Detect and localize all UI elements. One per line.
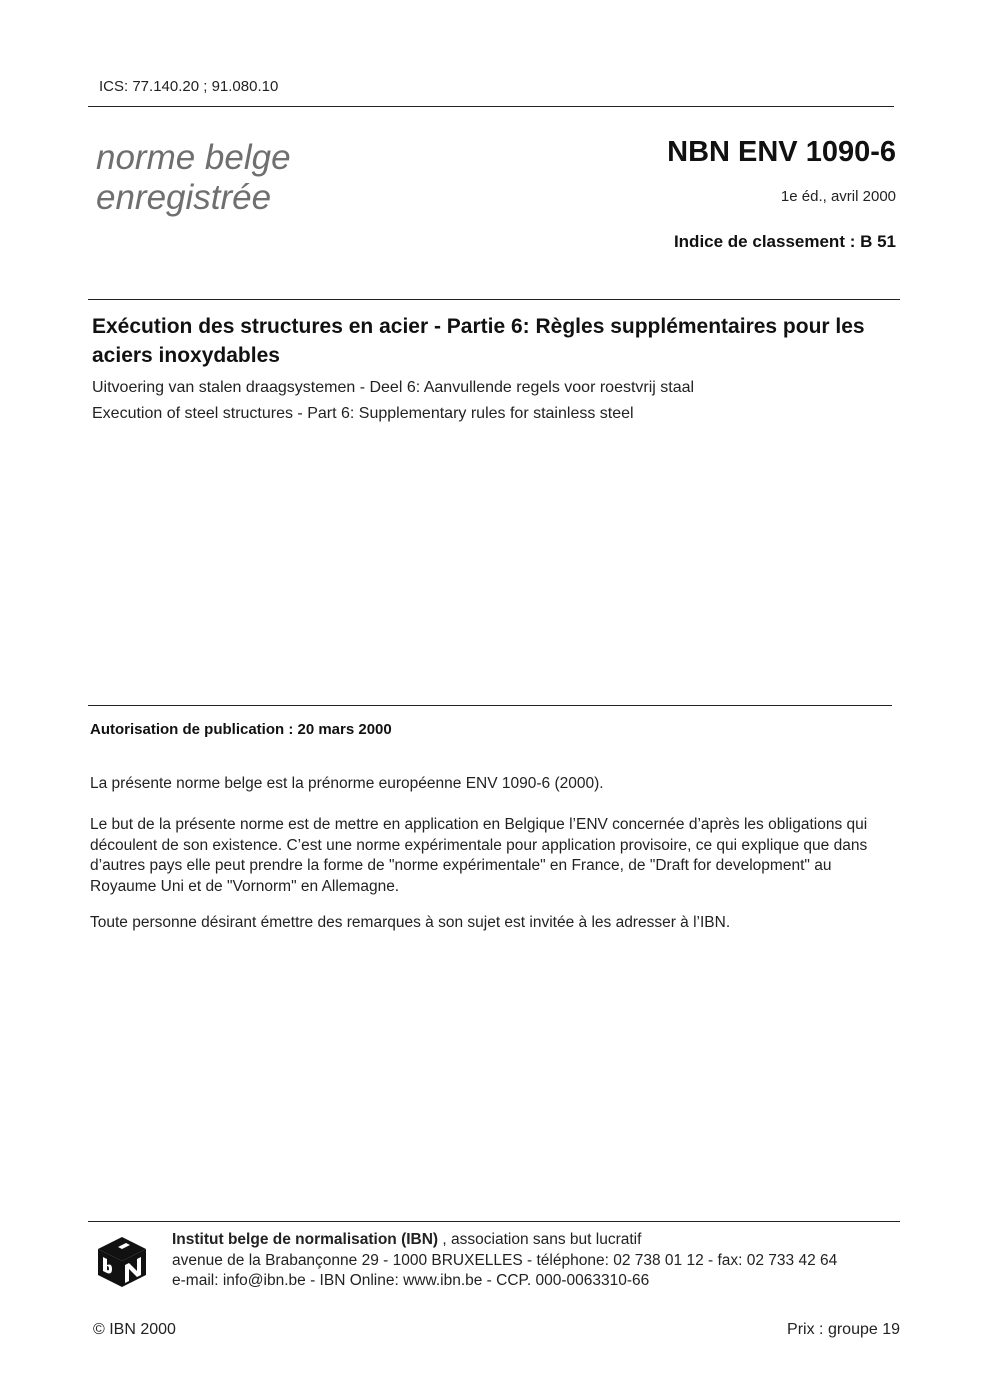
publication-authorization: Autorisation de publication : 20 mars 2000 (90, 721, 392, 738)
title-rule (88, 299, 900, 300)
top-rule (88, 106, 894, 107)
brand-line-1: norme belge (96, 138, 291, 177)
standard-number: NBN ENV 1090-6 (667, 136, 896, 168)
ics-code: ICS: 77.140.20 ; 91.080.10 (99, 78, 279, 95)
institute-address: avenue de la Brabançonne 29 - 1000 BRUXELLES - téléphone: 02 738 01 12 - fax: 02 733 42 64 (172, 1251, 838, 1269)
paragraph-2: Le but de la présente norme est de mettre en application en Belgique l’ENV concernée d’après les obligations qui découlent de son existence. C’est une norme expérimentale pour application provisoire, ce qui explique que dans d’autres pays elle peut prendre la forme de "norme expérimentale" en France, de "Draft for development" au Royaume Uni et de "Vornorm" en Allemagne. (90, 816, 868, 895)
brand-line-2: enregistrée (96, 178, 272, 217)
title-english: Execution of steel structures - Part 6: Supplementary rules for stainless steel (92, 405, 634, 422)
brand-title (96, 138, 291, 218)
ibn-logo-icon (96, 1235, 148, 1289)
footer-address-block (172, 1230, 837, 1292)
classification-index: Indice de classement : B 51 (673, 232, 896, 251)
copyright: © IBN 2000 (93, 1321, 176, 1338)
institute-contact: e-mail: info@ibn.be - IBN Online: www.ibn.be - CCP. 000-0063310-66 (172, 1272, 650, 1289)
paragraph-3: Toute personne désirant émettre des remarques à son sujet est invitée à les adresser à l’IBN. (90, 914, 731, 931)
body-rule (88, 705, 892, 706)
institute-line (172, 1230, 837, 1251)
institute-suffix: , association sans but lucratif (438, 1231, 642, 1248)
title-dutch: Uitvoering van stalen draagsystemen - Deel 6: Aanvullende regels voor roestvrij staal (92, 379, 695, 396)
edition-date: 1e éd., avril 2000 (780, 188, 896, 205)
paragraph-1: La présente norme belge est la prénorme européenne ENV 1090-6 (2000). (90, 775, 604, 792)
title-french: Exécution des structures en acier - Partie 6: Règles supplémentaires pour les aciers inoxydables (92, 315, 865, 367)
institute-name: Institut belge de normalisation (IBN) (172, 1231, 439, 1248)
price-group: Prix : groupe 19 (787, 1321, 900, 1338)
footer-rule (88, 1221, 900, 1222)
